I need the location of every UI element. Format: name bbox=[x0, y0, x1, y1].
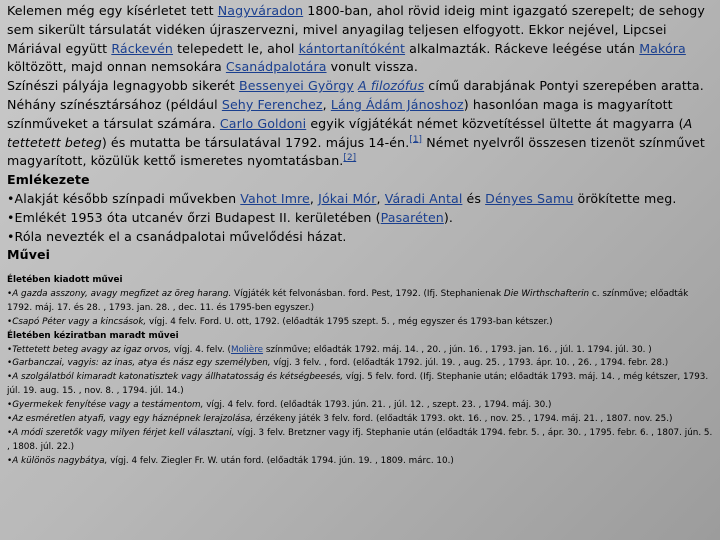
text-run: •Csapó Péter vagy a kincsások, bbox=[7, 316, 147, 327]
text-run: színműve; előadták 1792. máj. 14. , 20. , jún. 16. , 1793. jan. 16. , júl. 1. 1794. júl. 30. ) bbox=[263, 344, 652, 355]
link-kantortanitokent[interactable]: kántortanítóként bbox=[298, 40, 406, 56]
link-varadi-antal[interactable]: Váradi Antal bbox=[384, 190, 463, 206]
text-run: alkalmazták. Ráckeve leégése után bbox=[405, 40, 640, 56]
link-pasareten[interactable]: Pasaréten bbox=[380, 209, 444, 225]
text-run: örökítette meg. bbox=[573, 190, 677, 206]
text-run: vígj. 4 felv. ford. (előadták 1793. jún. 21. , júl. 12. , szept. 23. , 1794. máj. 30.) bbox=[203, 400, 552, 411]
link-nagyvaradon[interactable]: Nagyváradon bbox=[217, 3, 304, 18]
text-run: , bbox=[376, 190, 385, 206]
text-run: , bbox=[322, 96, 331, 112]
footnote-ref[interactable]: [1] bbox=[409, 134, 423, 145]
text-run: •A gazda asszony, avagy megfizet az öreg harang. bbox=[7, 288, 232, 299]
subheading-manuscripts: Életében kéziratban maradt művei bbox=[7, 330, 179, 341]
subheading-published: Életében kiadott művei bbox=[7, 275, 123, 285]
paragraph-acting bbox=[7, 77, 713, 171]
link-a-filozofus[interactable]: A filozófus bbox=[358, 78, 425, 94]
text-run: telepedett le, ahol bbox=[173, 40, 299, 56]
bullet-item bbox=[7, 209, 713, 228]
work-item bbox=[7, 316, 713, 330]
bullet-item bbox=[7, 228, 713, 247]
text-run: •Gyermekek fenyítése vagy a testámentom, bbox=[7, 400, 204, 411]
text-run: vígj. 5 felv. ford. (Ifj. Stephanie után; előadták 1793. máj. 14. , még kétszer, 1793. júl. 19. aug. 15. , nov. 8. , 1794. júl. 14.) bbox=[7, 372, 709, 397]
link-csanadpalotara[interactable]: Csanádpalotára bbox=[225, 59, 327, 75]
text-run: Német nyelvről összesen tizenöt színművet magyarított, közülük kettő ismeretes nyomtatásban. bbox=[7, 134, 705, 169]
heading-memory: Emlékezete bbox=[7, 172, 90, 188]
work-item bbox=[7, 344, 713, 358]
text-run: •Alakját később színpadi művekben bbox=[7, 190, 241, 206]
text-run: című darabjának Pontyi szerepében aratta. Néhány színésztársához (például bbox=[7, 78, 704, 112]
heading-works: Művei bbox=[7, 247, 51, 263]
bullet-item bbox=[7, 190, 713, 209]
text-run: vígj. 4 felv. Ford. U. ott, 1792. (előadták 1795 szept. 5. , még egyszer és 1793-ban kétszer.) bbox=[146, 316, 553, 327]
link-bessenyei-gyorgy[interactable]: Bessenyei György bbox=[239, 78, 354, 94]
text-run: •A szolgálatból kimaradt katonatisztek vagy állhatatosság és kétségbeesés, bbox=[7, 372, 344, 383]
text-run: •Emlékét 1953 óta utcanév őrzi Budapest II. kerületében ( bbox=[7, 209, 381, 225]
link-denyes-samu[interactable]: Dényes Samu bbox=[485, 190, 574, 206]
work-item bbox=[7, 288, 713, 316]
text-run: •Róla nevezték el a csanádpalotai művelődési házat. bbox=[7, 228, 347, 244]
work-item bbox=[7, 455, 713, 469]
text-run: ). bbox=[443, 209, 454, 225]
text-run: 1800-ban, ahol rövid ideig mint igazgató szerepelt; de sehogy sem sikerült társulatát vidéken újraszervezni, mivel anyagilag teljesen elfogyott. Ekkor nejével, Lipcsei Máriával együtt bbox=[7, 3, 705, 56]
text-run: vígj. 4. felv. ( bbox=[171, 344, 231, 355]
text-run: vígj. 3 felv. , ford. (előadták 1792. júl. 19. , aug. 25. , 1793. ápr. 10. , 26. , 1794. febr. 28.) bbox=[270, 358, 669, 369]
works-section bbox=[7, 274, 713, 469]
text-run: és bbox=[462, 190, 486, 206]
text-run: Vígjáték két felvonásban. ford. Pest, 1792. (Ifj. Stephanienak bbox=[231, 288, 504, 299]
text-run: , bbox=[309, 190, 319, 206]
text-run: vígj. 4 felv. Ziegler Fr. W. után ford. (előadták 1794. jún. 19. , 1809. márc. 10.) bbox=[107, 455, 454, 466]
work-item bbox=[7, 371, 713, 399]
footnote-ref[interactable]: [2] bbox=[343, 153, 357, 164]
text-run: érzékeny játék 3 felv. ford. (előadták 1793. okt. 16. , nov. 25. , 1794. máj. 21. , 1807. nov. 25.) bbox=[253, 414, 673, 425]
text-run: ) és mutatta be társulatával 1792. május 14-én. bbox=[101, 134, 410, 150]
text-run: •Az esméretlen atyafi, vagy egy háznépnek lerajzolása, bbox=[7, 414, 254, 425]
text-run: •A különös nagybátya, bbox=[7, 455, 108, 466]
work-item bbox=[7, 357, 713, 371]
link-jokai-mor[interactable]: Jókai Mór bbox=[318, 190, 377, 206]
link-moliere[interactable]: Molière bbox=[230, 344, 264, 355]
link-makora[interactable]: Makóra bbox=[639, 40, 686, 56]
paragraph-career bbox=[7, 2, 713, 77]
link-rackeven[interactable]: Ráckevén bbox=[111, 40, 174, 56]
text-run: költözött, majd onnan nemsokára bbox=[7, 59, 226, 75]
text-run: Kelemen még egy kísérletet tett bbox=[7, 3, 218, 18]
text-run: c. színműve; előadták 1792. máj. 17. és 28. , 1793. jan. 28. , dec. 11. és 1795-ben egyszer.) bbox=[7, 288, 689, 313]
link-lang-adam-janoshoz[interactable]: Láng Ádám Jánoshoz bbox=[330, 96, 464, 112]
link-carlo-goldoni[interactable]: Carlo Goldoni bbox=[219, 115, 307, 131]
text-run: Die Wirthschafterin bbox=[503, 288, 590, 299]
text-run: •Tettetett beteg avagy az igaz orvos, bbox=[7, 344, 172, 355]
text-run: A tettetett beteg bbox=[7, 115, 693, 150]
link-vahot-imre[interactable]: Vahot Imre bbox=[240, 190, 310, 206]
text-run: ) hasonlóan maga is magyarított színműveket a társulat számára. bbox=[7, 96, 673, 131]
work-item bbox=[7, 413, 713, 427]
text-run: vígj. 3 felv. Bretzner vagy ifj. Stephanie után (előadták 1794. febr. 5. , ápr. 30. , 1795. febr. 6. , 1807. jún. 5. , 1808. júl. 22.) bbox=[7, 427, 713, 452]
text-run: egyik vígjátékát német közvetítéssel ültette át magyarra ( bbox=[306, 115, 684, 131]
biography-section bbox=[7, 2, 713, 265]
work-item bbox=[7, 399, 713, 413]
work-item bbox=[7, 427, 713, 455]
text-run: vonult vissza. bbox=[326, 59, 419, 75]
text-run: Színészi pályája legnagyobb sikerét bbox=[7, 78, 240, 94]
text-run: •A módi szeretők vagy milyen férjet kell választani, bbox=[7, 427, 235, 438]
text-run: •Garbanczai, vagyis: az inas, atya és nász egy személyben, bbox=[7, 358, 271, 369]
link-sehy-ferenchez[interactable]: Sehy Ferenchez bbox=[221, 96, 323, 112]
